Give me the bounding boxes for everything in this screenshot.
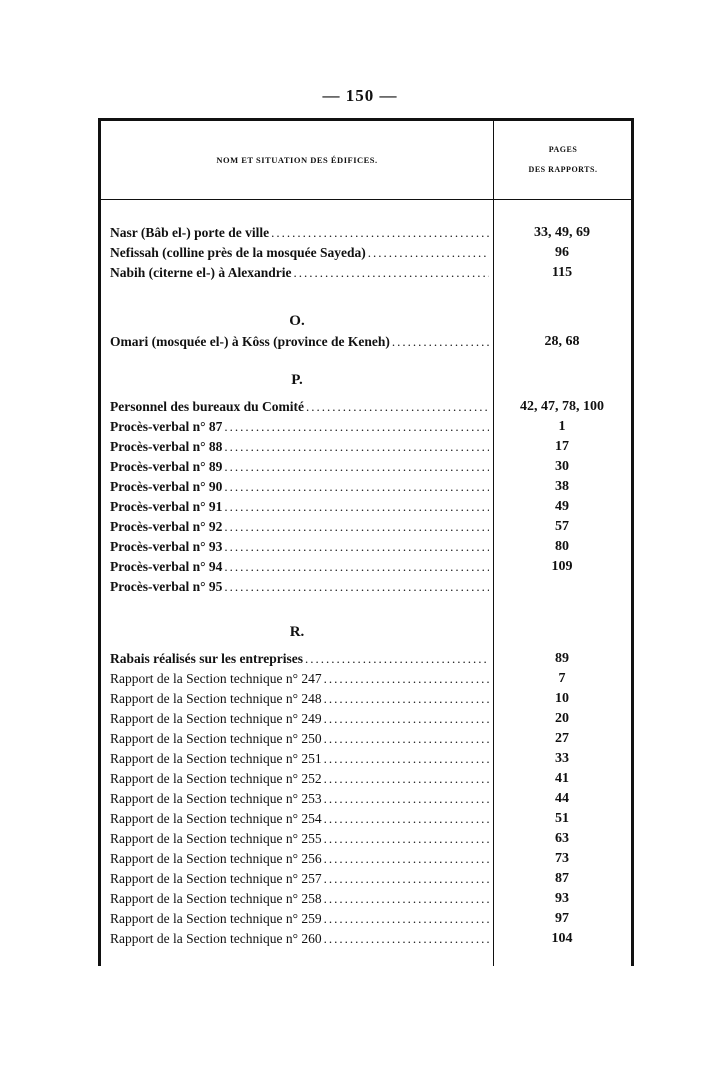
leader-dots [224,477,489,497]
list-item [110,457,493,477]
entry-name: Rapport de la Section technique n° 247 [110,671,322,686]
leader-dots [324,889,489,909]
list-item [110,263,493,283]
entry-pages: 97 [555,911,569,926]
list-item [110,909,493,929]
entry-name: Rapport de la Section technique n° 257 [110,871,322,886]
entry-pages: 96 [555,245,569,260]
leader-dots [224,537,489,557]
entry-pages: 10 [555,691,569,706]
list-item [110,889,493,909]
leader-dots [324,769,489,789]
entry-name: Rapport de la Section technique n° 253 [110,791,322,806]
entry-name: Rapport de la Section technique n° 250 [110,731,322,746]
index-table [98,118,634,966]
leader-dots [224,497,489,517]
entry-pages: 63 [555,831,569,846]
entry-name: Procès-verbal n° 87 [110,419,223,434]
entry-pages: 109 [551,559,573,574]
leader-dots [324,669,489,689]
entry-name: Rapport de la Section technique n° 249 [110,711,322,726]
header-pages-line1: PAGES [548,145,578,154]
entry-name: Rapport de la Section technique n° 251 [110,751,322,766]
entry-name: Nabih (citerne el-) à Alexandrie [110,265,292,280]
entry-name: Rapport de la Section technique n° 260 [110,931,322,946]
header-name-column: NOM ET SITUATION DES ÉDIFICES. [216,155,378,165]
header-pages-column [493,121,632,199]
section-letter: P. [291,372,303,388]
leader-dots [324,709,489,729]
entry-pages: 33, 49, 69 [534,225,590,240]
entry-pages: 93 [555,891,569,906]
list-item [110,929,493,949]
entry-pages: 1 [558,419,566,434]
entry-name: Procès-verbal n° 88 [110,439,223,454]
entry-name: Rapport de la Section technique n° 256 [110,851,322,866]
leader-dots [224,517,489,537]
list-item [110,749,493,769]
entry-pages: 51 [555,811,569,826]
entry-name: Omari (mosquée el-) à Kôss (province de Keneh) [110,334,390,349]
entry-pages: 7 [558,671,566,686]
list-item [110,577,493,597]
entry-name: Rapport de la Section technique n° 254 [110,811,322,826]
leader-dots [324,909,489,929]
leader-dots [324,829,489,849]
entry-name: Procès-verbal n° 94 [110,559,223,574]
entry-pages: 17 [555,439,569,454]
entry-pages: 33 [555,751,569,766]
leader-dots [324,849,489,869]
list-item [110,557,493,577]
leader-dots [324,809,489,829]
entry-pages: 73 [555,851,569,866]
list-item [110,789,493,809]
leader-dots [324,749,489,769]
entry-name: Procès-verbal n° 92 [110,519,223,534]
entry-name: Rapport de la Section technique n° 252 [110,771,322,786]
entry-pages [493,577,631,597]
leader-dots [224,457,489,477]
page-number: — 150 — [322,86,398,105]
entry-name: Rapport de la Section technique n° 258 [110,891,322,906]
entry-name: Rapport de la Section technique n° 248 [110,691,322,706]
list-item [110,809,493,829]
leader-dots [224,437,489,457]
list-item [110,829,493,849]
entry-pages: 104 [551,931,573,946]
list-item [110,769,493,789]
leader-dots [224,417,489,437]
list-item [110,517,493,537]
entry-pages: 30 [555,459,569,474]
leader-dots [324,869,489,889]
leader-dots [305,649,489,669]
list-item [110,417,493,437]
entry-pages: 87 [555,871,569,886]
section-letter: R. [289,624,305,640]
table-header [101,121,631,200]
entry-pages: 89 [555,651,569,666]
entry-pages: 115 [551,265,573,280]
list-item [110,477,493,497]
leader-dots [293,263,489,283]
entry-pages: 20 [555,711,569,726]
entry-pages: 41 [555,771,569,786]
entry-pages: 28, 68 [544,334,580,349]
leader-dots [392,332,489,352]
list-item [110,497,493,517]
entry-name: Nefissah (colline près de la mosquée Sayeda) [110,245,366,260]
list-item [110,649,493,669]
entry-name: Rabais réalisés sur les entreprises [110,651,303,666]
entry-name: Procès-verbal n° 89 [110,459,223,474]
list-item [110,223,493,243]
entry-pages: 80 [555,539,569,554]
leader-dots [324,929,489,949]
entry-name: Nasr (Bâb el-) porte de ville [110,225,270,240]
leader-dots [324,789,489,809]
list-item [110,243,493,263]
leader-dots [324,689,489,709]
list-item [110,709,493,729]
entry-name: Rapport de la Section technique n° 255 [110,831,322,846]
list-item [110,332,493,352]
entry-pages: 42, 47, 78, 100 [520,399,604,414]
leader-dots [324,729,489,749]
entry-name: Procès-verbal n° 95 [110,579,223,594]
entry-pages: 27 [555,731,569,746]
entry-pages: 49 [555,499,569,514]
entry-name: Procès-verbal n° 93 [110,539,223,554]
entry-pages: 38 [555,479,569,494]
list-item [110,729,493,749]
entry-pages: 44 [555,791,569,806]
leader-dots [224,577,489,597]
list-item [110,689,493,709]
leader-dots [224,557,489,577]
list-item [110,437,493,457]
list-item [110,869,493,889]
list-item [110,537,493,557]
entry-pages: 57 [555,519,569,534]
entry-name: Procès-verbal n° 90 [110,479,223,494]
leader-dots [368,243,489,263]
leader-dots [271,223,489,243]
section-letter: O. [289,313,305,329]
list-item [110,397,493,417]
entry-name: Personnel des bureaux du Comité [110,399,305,414]
list-item [110,849,493,869]
leader-dots [306,397,489,417]
header-pages-line2: DES RAPPORTS. [528,165,598,174]
entry-name: Rapport de la Section technique n° 259 [110,911,322,926]
entry-name: Procès-verbal n° 91 [110,499,223,514]
list-item [110,669,493,689]
